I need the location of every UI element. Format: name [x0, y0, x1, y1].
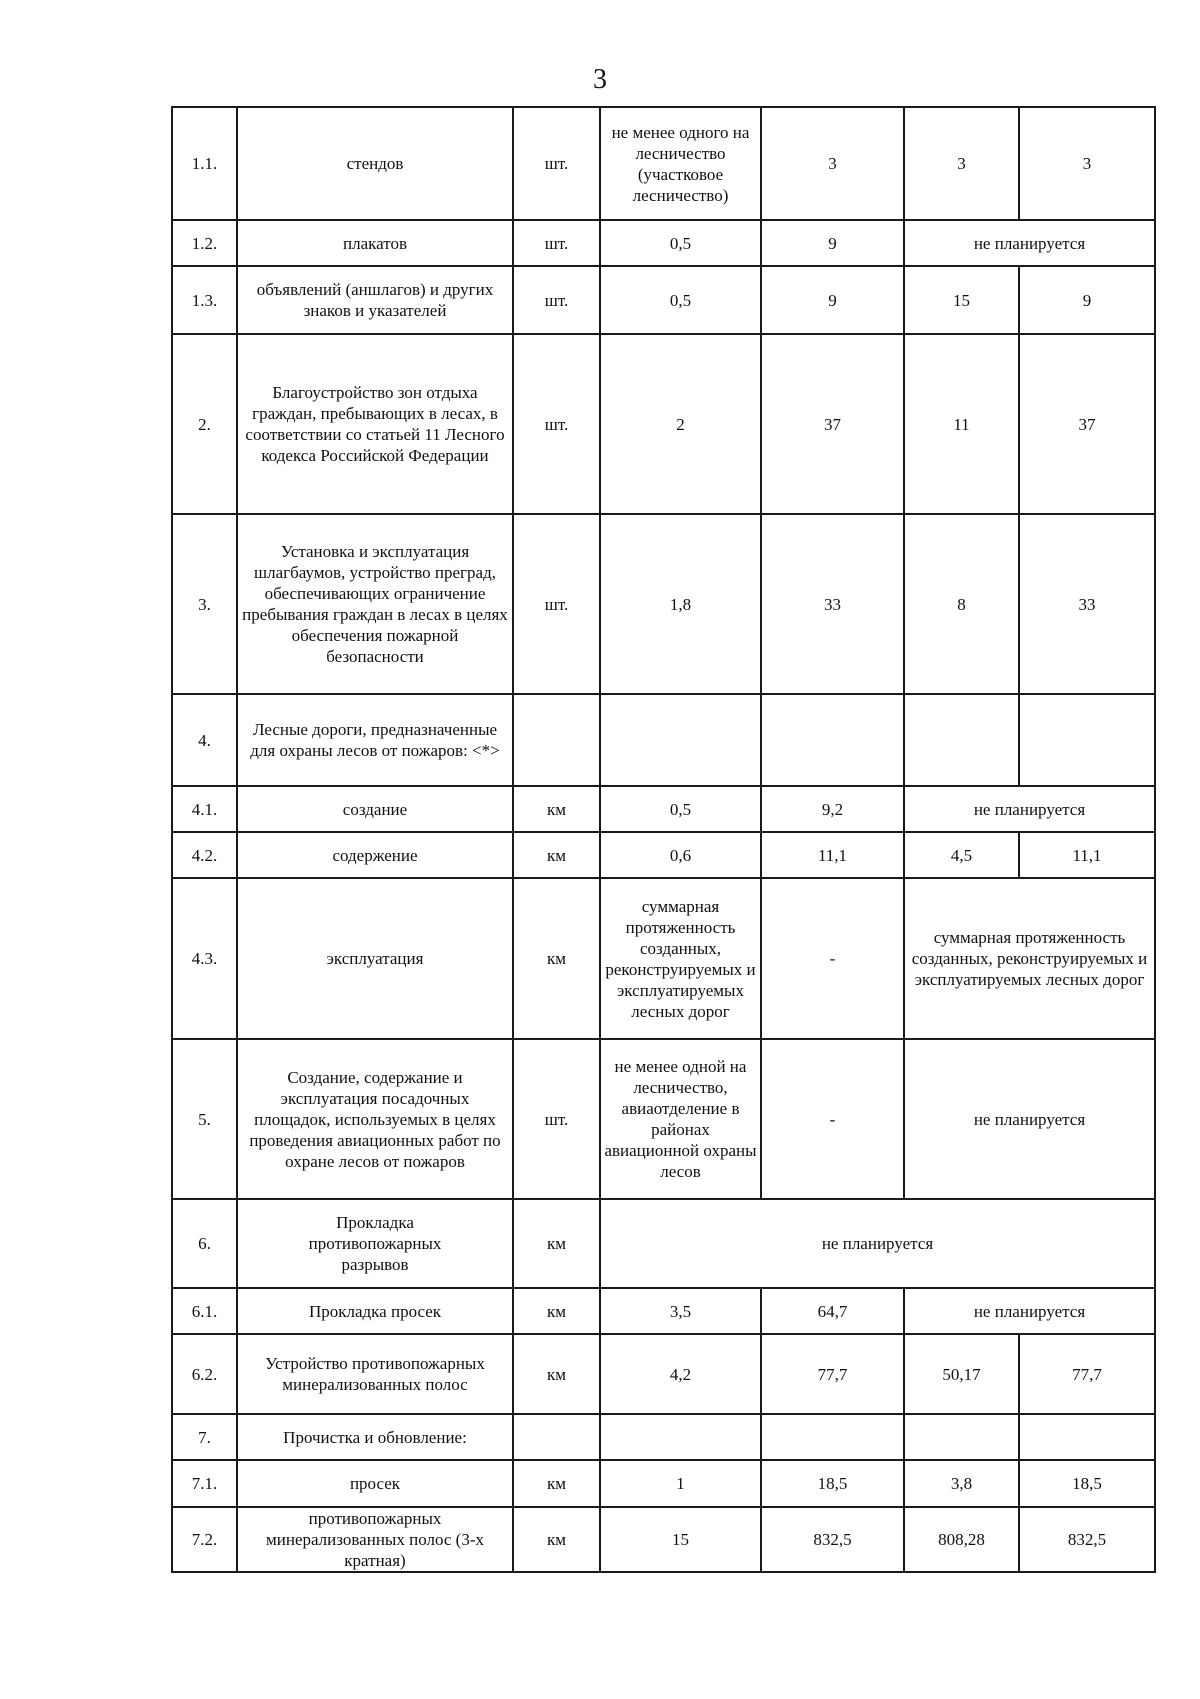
row-number: 1.3.: [172, 266, 237, 334]
measure-name: Установка и эксплуатация шлагбаумов, устройство преград, обеспечивающих ограничение пребывания граждан в лесах в целях обеспечения пожарной безопасности: [237, 514, 513, 694]
unit-cell: шт.: [513, 220, 600, 266]
measure-name: плакатов: [237, 220, 513, 266]
merged-value-cell: не планируется: [904, 1288, 1155, 1334]
unit-cell: км: [513, 1288, 600, 1334]
table-row: [172, 107, 1155, 220]
value-cell: [1019, 1414, 1155, 1460]
value-cell: 3: [904, 107, 1019, 220]
value-cell: 37: [761, 334, 904, 514]
table-row: [172, 1334, 1155, 1414]
norm-cell: 0,6: [600, 832, 761, 878]
value-cell: 4,5: [904, 832, 1019, 878]
unit-cell: шт.: [513, 107, 600, 220]
table-row: [172, 694, 1155, 786]
row-number: 1.1.: [172, 107, 237, 220]
row-number: 5.: [172, 1039, 237, 1199]
merged-value-cell: не планируется: [904, 1039, 1155, 1199]
table-row: [172, 1039, 1155, 1199]
row-number: 4.2.: [172, 832, 237, 878]
table-row: [172, 514, 1155, 694]
norm-cell: 1: [600, 1460, 761, 1507]
norm-cell: 3,5: [600, 1288, 761, 1334]
value-cell: [761, 1414, 904, 1460]
norm-cell: не менее одного на лесничество (участковое лесничество): [600, 107, 761, 220]
table-row: [172, 220, 1155, 266]
value-cell: 11,1: [761, 832, 904, 878]
measure-name: Прокладка противопожарных разрывов: [237, 1199, 513, 1288]
measure-name: Прочистка и обновление:: [237, 1414, 513, 1460]
row-number: 6.: [172, 1199, 237, 1288]
unit-cell: км: [513, 832, 600, 878]
measure-name: стендов: [237, 107, 513, 220]
measures-table: [171, 106, 1156, 1573]
unit-cell: км: [513, 1199, 600, 1288]
unit-cell: [513, 694, 600, 786]
row-number: 7.2.: [172, 1507, 237, 1572]
value-cell: 8: [904, 514, 1019, 694]
value-cell: 64,7: [761, 1288, 904, 1334]
table-row: [172, 832, 1155, 878]
merged-value-cell: не планируется: [904, 786, 1155, 832]
value-cell: 50,17: [904, 1334, 1019, 1414]
value-cell: [904, 694, 1019, 786]
value-cell: -: [761, 878, 904, 1039]
norm-cell: [600, 694, 761, 786]
unit-cell: км: [513, 1460, 600, 1507]
table-row: [172, 1288, 1155, 1334]
value-cell: 3,8: [904, 1460, 1019, 1507]
value-cell: 832,5: [1019, 1507, 1155, 1572]
measure-name: противопожарных минерализованных полос (3-х кратная): [237, 1507, 513, 1572]
row-number: 6.1.: [172, 1288, 237, 1334]
value-cell: 9: [1019, 266, 1155, 334]
unit-cell: шт.: [513, 266, 600, 334]
row-number: 6.2.: [172, 1334, 237, 1414]
table-row: [172, 334, 1155, 514]
measure-name: эксплуатация: [237, 878, 513, 1039]
norm-cell: не менее одной на лесничество, авиаотделение в районах авиационной охраны лесов: [600, 1039, 761, 1199]
table-row: [172, 1199, 1155, 1288]
measure-name: Благоустройство зон отдыха граждан, пребывающих в лесах, в соответствии со статьей 11 Лесного кодекса Российской Федерации: [237, 334, 513, 514]
value-cell: 18,5: [1019, 1460, 1155, 1507]
value-cell: 832,5: [761, 1507, 904, 1572]
norm-cell: 15: [600, 1507, 761, 1572]
value-cell: [904, 1414, 1019, 1460]
value-cell: 15: [904, 266, 1019, 334]
measure-name: создание: [237, 786, 513, 832]
measure-name: просек: [237, 1460, 513, 1507]
table-row: [172, 1460, 1155, 1507]
value-cell: 77,7: [1019, 1334, 1155, 1414]
row-number: 2.: [172, 334, 237, 514]
unit-cell: км: [513, 1334, 600, 1414]
row-number: 4.: [172, 694, 237, 786]
page-number: 3: [593, 64, 607, 95]
measure-name: Прокладка просек: [237, 1288, 513, 1334]
unit-cell: [513, 1414, 600, 1460]
value-cell: 9: [761, 220, 904, 266]
row-number: 4.3.: [172, 878, 237, 1039]
row-number: 3.: [172, 514, 237, 694]
table-row: [172, 1414, 1155, 1460]
merged-value-cell: суммарная протяженность созданных, реконструируемых и эксплуатируемых лесных дорог: [904, 878, 1155, 1039]
norm-cell: 0,5: [600, 220, 761, 266]
unit-cell: шт.: [513, 1039, 600, 1199]
norm-cell: 1,8: [600, 514, 761, 694]
merged-value-cell: не планируется: [904, 220, 1155, 266]
table-row: [172, 878, 1155, 1039]
value-cell: 3: [1019, 107, 1155, 220]
value-cell: 33: [1019, 514, 1155, 694]
value-cell: 18,5: [761, 1460, 904, 1507]
measure-name: Создание, содержание и эксплуатация посадочных площадок, используемых в целях проведения авиационных работ по охране лесов от пожаров: [237, 1039, 513, 1199]
norm-cell: 0,5: [600, 266, 761, 334]
unit-cell: км: [513, 878, 600, 1039]
norm-cell: 0,5: [600, 786, 761, 832]
merged-value-cell: не планируется: [600, 1199, 1155, 1288]
norm-cell: 2: [600, 334, 761, 514]
row-number: 1.2.: [172, 220, 237, 266]
value-cell: 11,1: [1019, 832, 1155, 878]
value-cell: 3: [761, 107, 904, 220]
measure-name: содержение: [237, 832, 513, 878]
value-cell: 37: [1019, 334, 1155, 514]
value-cell: 33: [761, 514, 904, 694]
table-row: [172, 786, 1155, 832]
measure-name: Устройство противопожарных минерализованных полос: [237, 1334, 513, 1414]
row-number: 4.1.: [172, 786, 237, 832]
norm-cell: суммарная протяженность созданных, реконструируемых и эксплуатируемых лесных дорог: [600, 878, 761, 1039]
value-cell: 9: [761, 266, 904, 334]
value-cell: 9,2: [761, 786, 904, 832]
unit-cell: км: [513, 786, 600, 832]
value-cell: 11: [904, 334, 1019, 514]
value-cell: 77,7: [761, 1334, 904, 1414]
unit-cell: шт.: [513, 334, 600, 514]
value-cell: 808,28: [904, 1507, 1019, 1572]
value-cell: -: [761, 1039, 904, 1199]
unit-cell: км: [513, 1507, 600, 1572]
table-row: [172, 1507, 1155, 1572]
norm-cell: [600, 1414, 761, 1460]
value-cell: [1019, 694, 1155, 786]
unit-cell: шт.: [513, 514, 600, 694]
value-cell: [761, 694, 904, 786]
measure-name: Лесные дороги, предназначенные для охраны лесов от пожаров: <*>: [237, 694, 513, 786]
row-number: 7.: [172, 1414, 237, 1460]
measure-name: объявлений (аншлагов) и других знаков и указателей: [237, 266, 513, 334]
row-number: 7.1.: [172, 1460, 237, 1507]
norm-cell: 4,2: [600, 1334, 761, 1414]
table-row: [172, 266, 1155, 334]
